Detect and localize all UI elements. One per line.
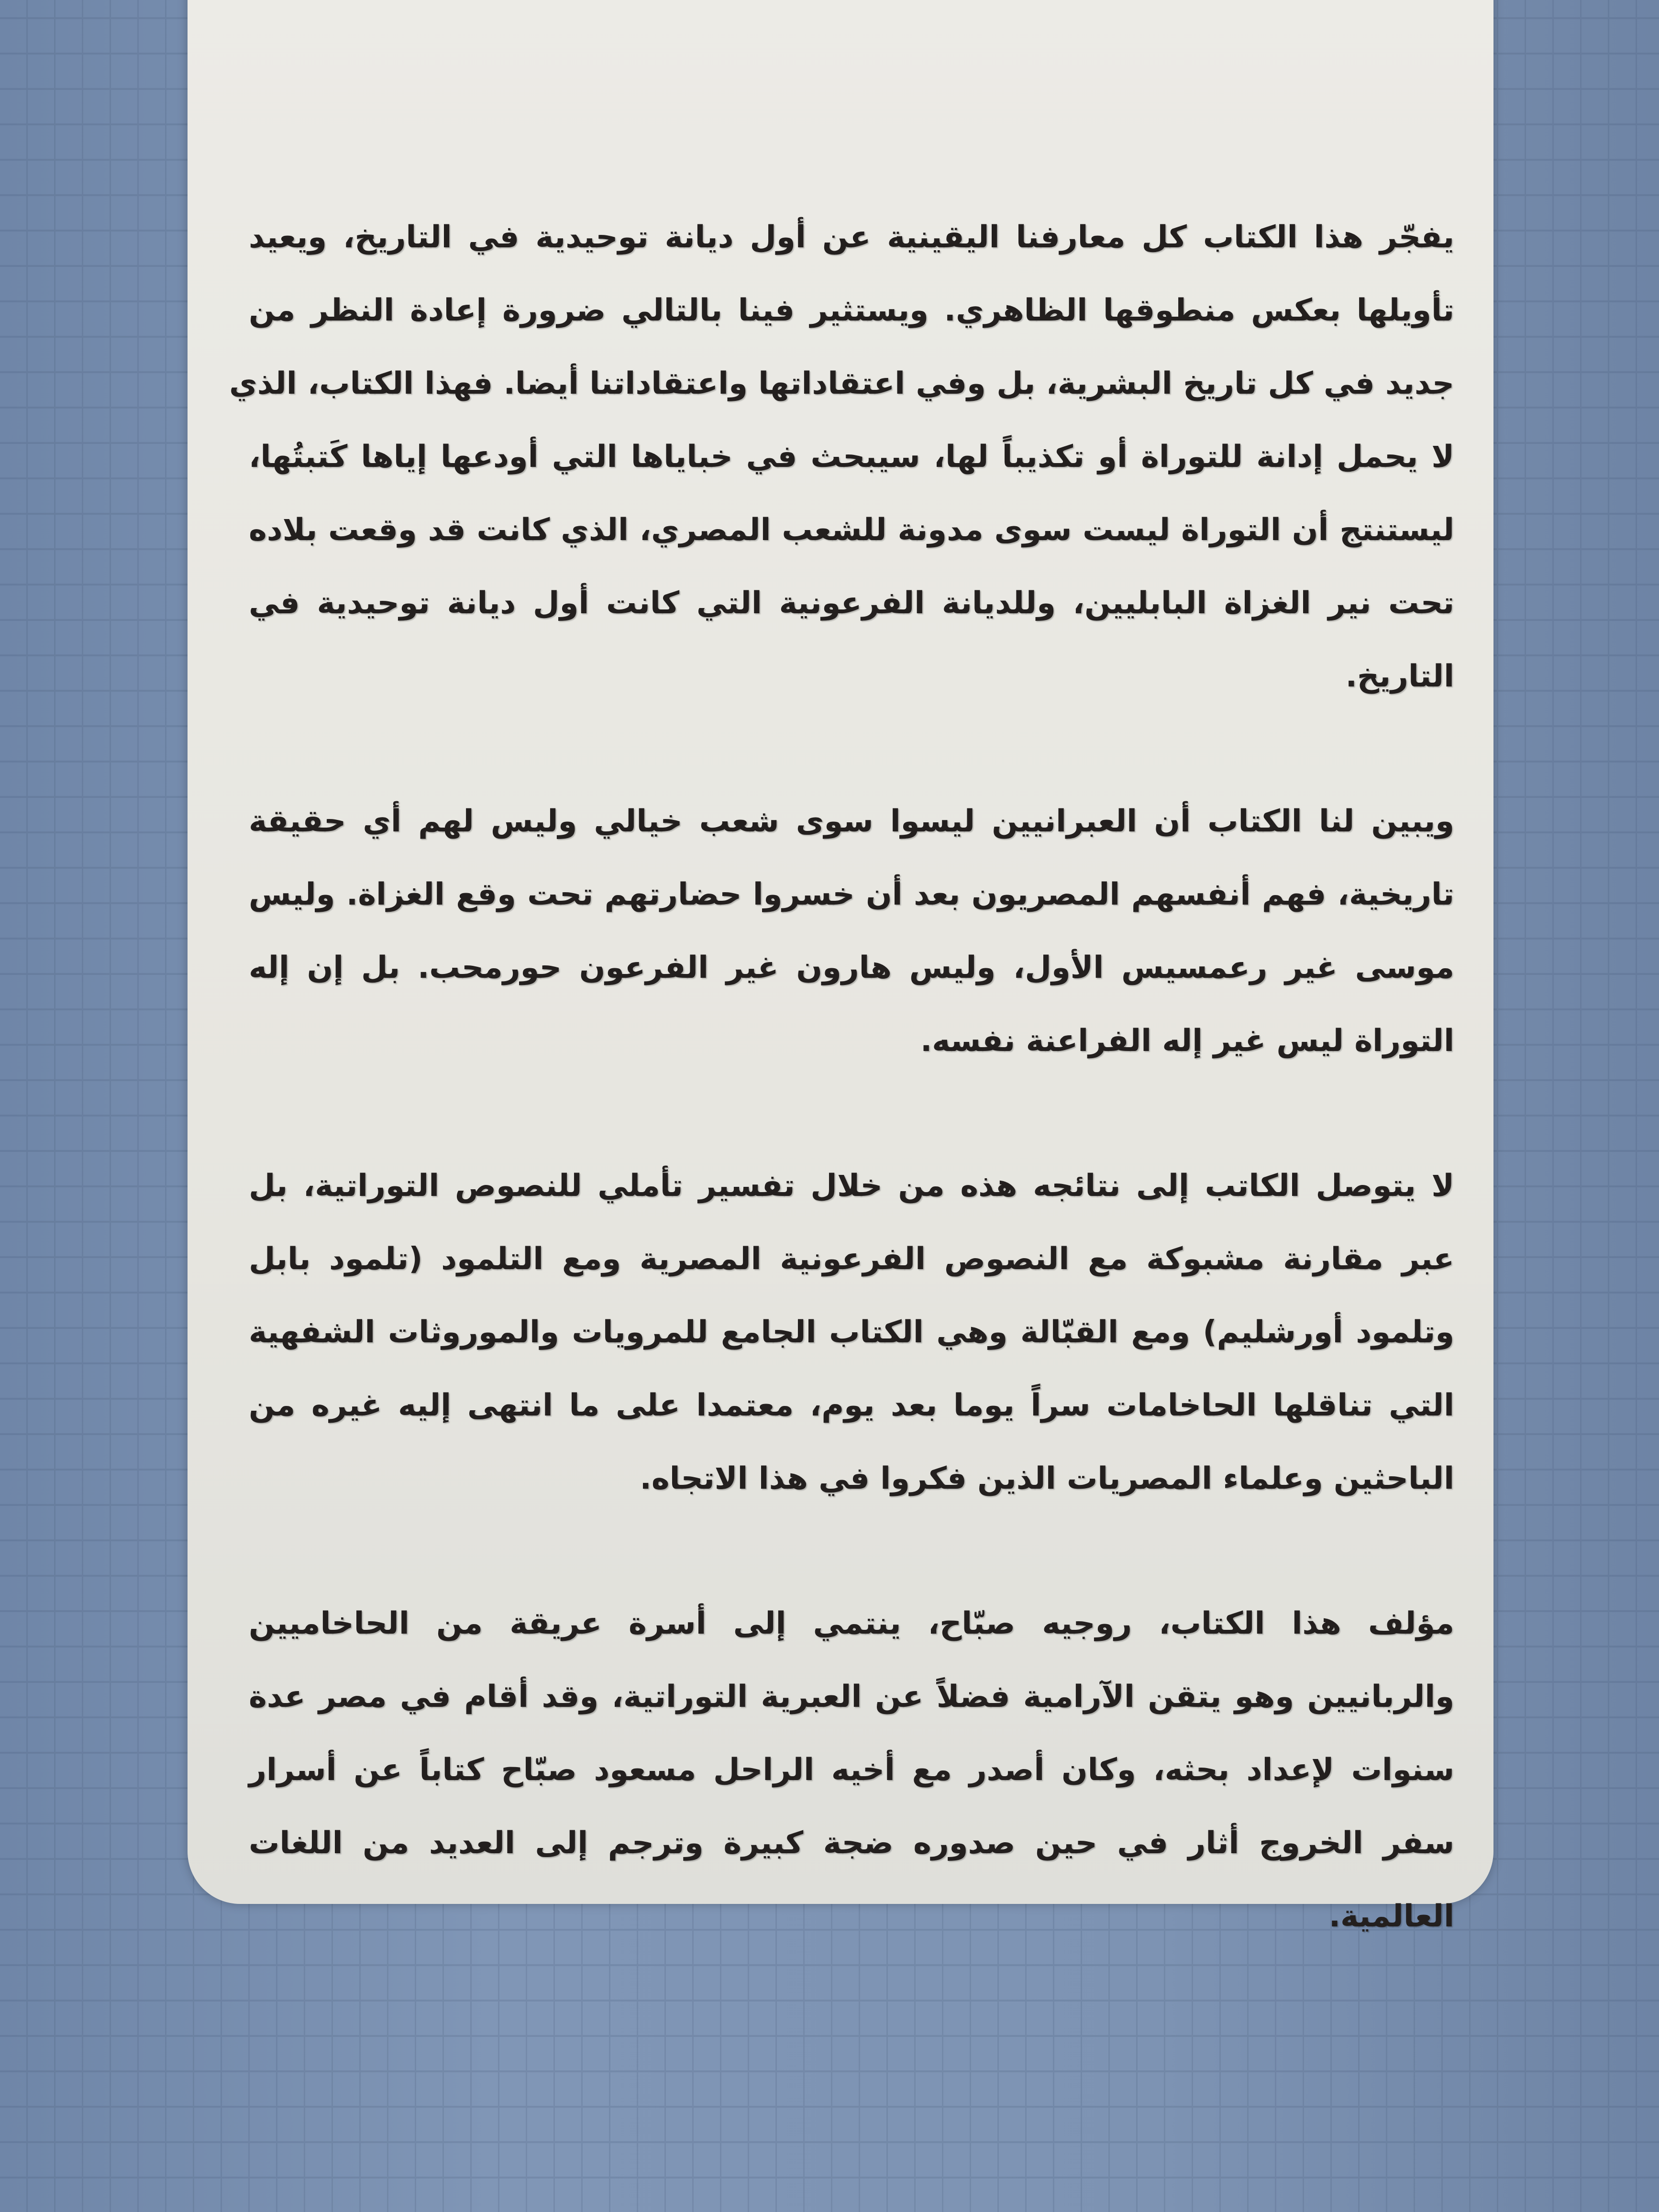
text-line: تأويلها بعكس منطوقها الظاهري. ويستثير فينا بالتالي ضرورة إعادة النظر من (249, 293, 1454, 328)
text-line: التاريخ. (1345, 659, 1454, 694)
paragraph-1 (229, 201, 1454, 713)
text-line: سفر الخروج أثار في حين صدوره ضجة كبيرة وترجم إلى العديد من اللغات (249, 1825, 1454, 1861)
text-line: عبر مقارنة مشبوكة مع النصوص الفرعونية المصرية ومع التلمود (تلمود بابل (249, 1241, 1454, 1277)
text-line: جديد في كل تاريخ البشرية، بل وفي اعتقاداتها واعتقاداتنا أيضا. فهذا الكتاب، الذي (229, 366, 1454, 401)
text-line: يفجّر هذا الكتاب كل معارفنا اليقينية عن أول ديانة توحيدية في التاريخ، ويعيد (249, 220, 1454, 255)
text-line: وتلمود أورشليم) ومع القبّالة وهي الكتاب الجامع للمرويات والموروثات الشفهية (249, 1315, 1454, 1350)
text-line: التوراة ليس غير إله الفراعنة نفسه. (920, 1023, 1454, 1059)
paragraph-4 (249, 1587, 1454, 1953)
text-line: التي تناقلها الحاخامات سراً يوما بعد يوم، معتمدا على ما انتهى إليه غيره من (249, 1388, 1454, 1423)
text-line: ليستنتج أن التوراة ليست سوى مدونة للشعب المصري، الذي كانت قد وقعت بلاده (249, 512, 1454, 548)
text-line: مؤلف هذا الكتاب، روجيه صبّاح، ينتمي إلى أسرة عريقة من الحاخاميين (249, 1606, 1454, 1641)
paragraph-3 (249, 1150, 1454, 1515)
text-line: ويبين لنا الكتاب أن العبرانيين ليسوا سوى شعب خيالي وليس لهم أي حقيقة (249, 804, 1454, 839)
paragraph-2 (249, 785, 1454, 1078)
blurb-text (229, 201, 1454, 2025)
text-line: موسى غير رعمسيس الأول، وليس هارون غير الفرعون حورمحب. بل إن إله (249, 950, 1454, 985)
text-line: لا يحمل إدانة للتوراة أو تكذيباً لها، سيبحث في خباياها التي أودعها إياها كَتبتُها، (249, 439, 1454, 475)
text-line: لا يتوصل الكاتب إلى نتائجه هذه من خلال تفسير تأملي للنصوص التوراتية، بل (249, 1168, 1454, 1204)
text-line: الباحثين وعلماء المصريات الذين فكروا في هذا الاتجاه. (640, 1461, 1454, 1496)
text-line: والربانيين وهو يتقن الآرامية فضلاً عن العبرية التوراتية، وقد أقام في مصر عدة (249, 1679, 1454, 1714)
text-line: سنوات لإعداد بحثه، وكان أصدر مع أخيه الراحل مسعود صبّاح كتاباً عن أسرار (249, 1752, 1454, 1788)
text-line: تحت نير الغزاة البابليين، وللديانة الفرعونية التي كانت أول ديانة توحيدية في (249, 586, 1454, 621)
text-line: العالمية. (1328, 1899, 1454, 1934)
text-line: تاريخية، فهم أنفسهم المصريون بعد أن خسروا حضارتهم تحت وقع الغزاة. وليس (249, 877, 1454, 912)
